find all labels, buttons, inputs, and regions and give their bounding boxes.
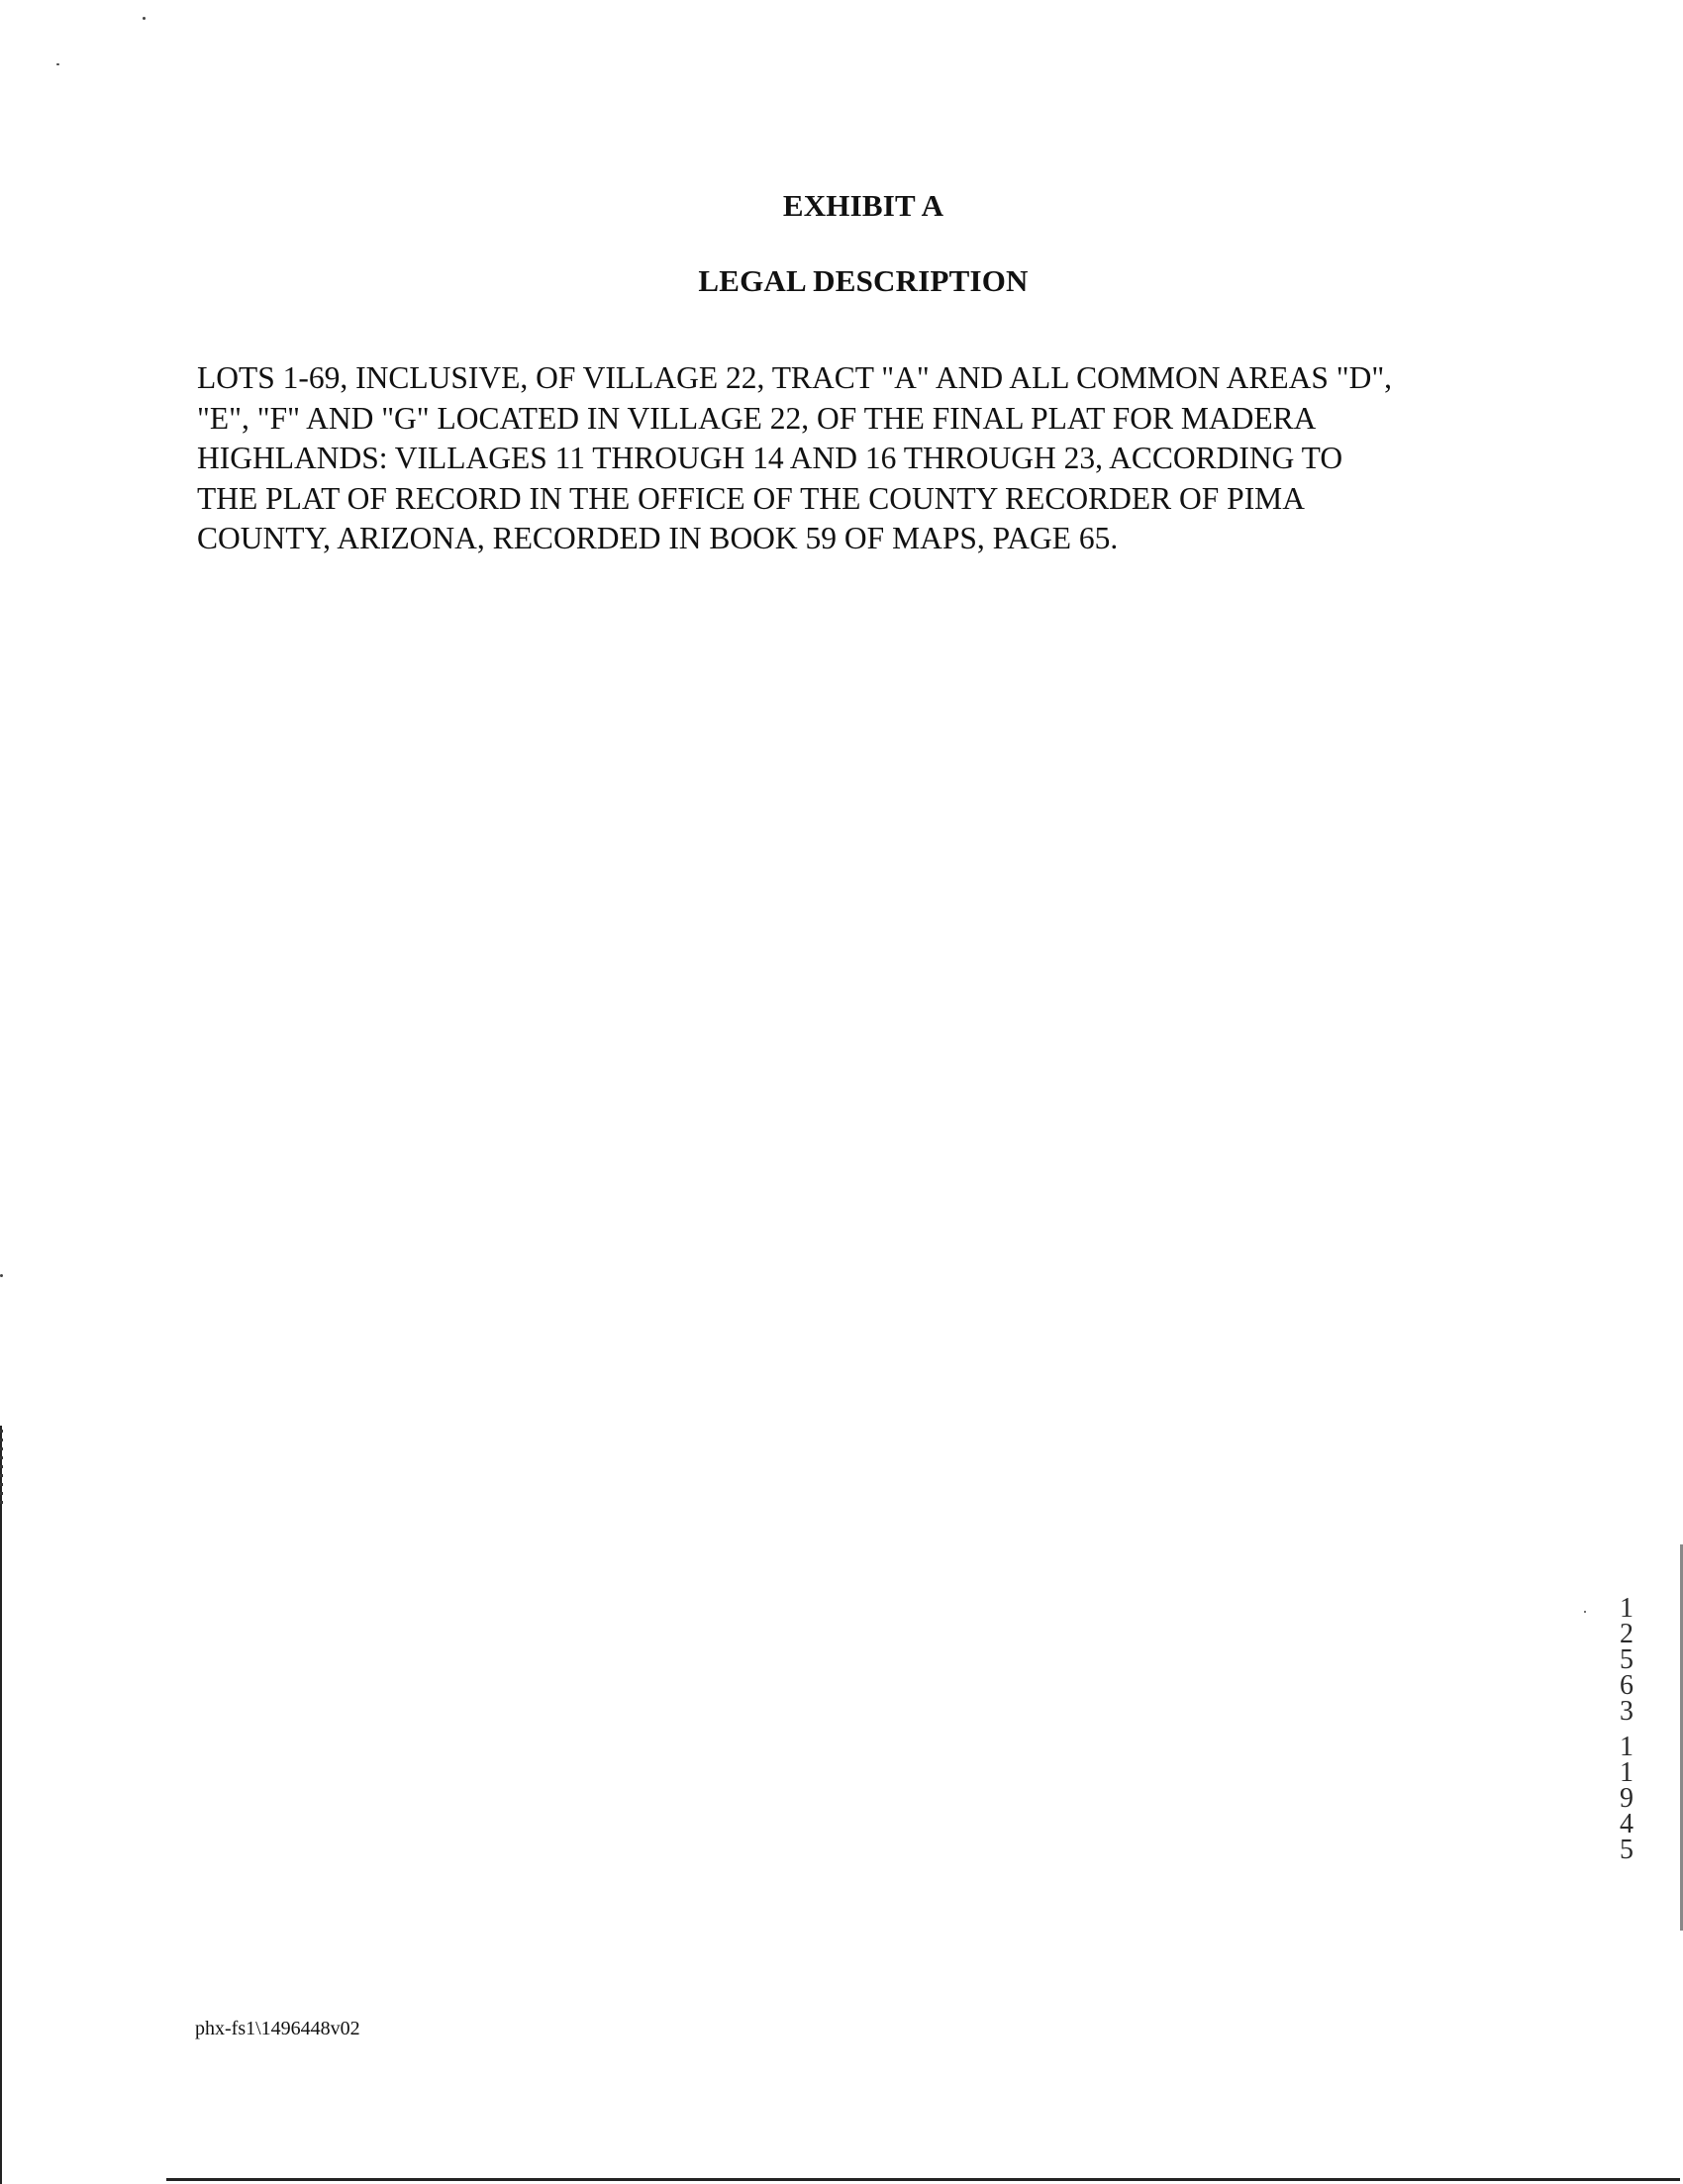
legal-description-line: LOTS 1-69, INCLUSIVE, OF VILLAGE 22, TRACT "A" AND ALL COMMON AREAS "D", bbox=[197, 360, 1393, 395]
stamp-digit: 5 bbox=[1620, 1644, 1634, 1675]
scan-speck bbox=[143, 17, 146, 20]
stamp-digit: 2 bbox=[1620, 1619, 1634, 1649]
stamp-digit: 6 bbox=[1620, 1670, 1634, 1701]
legal-description-line: HIGHLANDS: VILLAGES 11 THROUGH 14 AND 16 THROUGH 23, ACCORDING TO bbox=[197, 441, 1343, 475]
section-title: LEGAL DESCRIPTION bbox=[698, 263, 1029, 298]
scan-speck bbox=[0, 1274, 3, 1277]
recording-stamp-page bbox=[1612, 1732, 1641, 1865]
legal-description-line: COUNTY, ARIZONA, RECORDED IN BOOK 59 OF MAPS, PAGE 65. bbox=[197, 521, 1119, 555]
scan-edge-left bbox=[0, 1426, 2, 2184]
stamp-digit: 1 bbox=[1620, 1757, 1634, 1788]
scan-edge-ticks bbox=[0, 1430, 3, 1509]
stamp-digit: 5 bbox=[1620, 1835, 1634, 1865]
stamp-digit: 3 bbox=[1620, 1696, 1634, 1727]
legal-description-line: "E", "F" AND "G" LOCATED IN VILLAGE 22, OF THE FINAL PLAT FOR MADERA bbox=[197, 400, 1317, 436]
stamp-digit: 9 bbox=[1620, 1783, 1634, 1814]
stamp-digit: 1 bbox=[1620, 1593, 1634, 1624]
legal-description-line: THE PLAT OF RECORD IN THE OFFICE OF THE COUNTY RECORDER OF PIMA bbox=[197, 480, 1305, 516]
scan-speck bbox=[1584, 1611, 1586, 1613]
document-id-footer: phx-fs1\1496448v02 bbox=[195, 2018, 360, 2039]
exhibit-title: EXHIBIT A bbox=[782, 188, 944, 223]
stamp-digit: 4 bbox=[1620, 1809, 1634, 1839]
stamp-digit: 1 bbox=[1620, 1732, 1634, 1762]
legal-description-paragraph bbox=[197, 358, 1504, 559]
recording-stamp-docket bbox=[1612, 1593, 1641, 1727]
scan-speck bbox=[56, 63, 59, 65]
scan-edge-bottom bbox=[166, 2178, 1683, 2181]
